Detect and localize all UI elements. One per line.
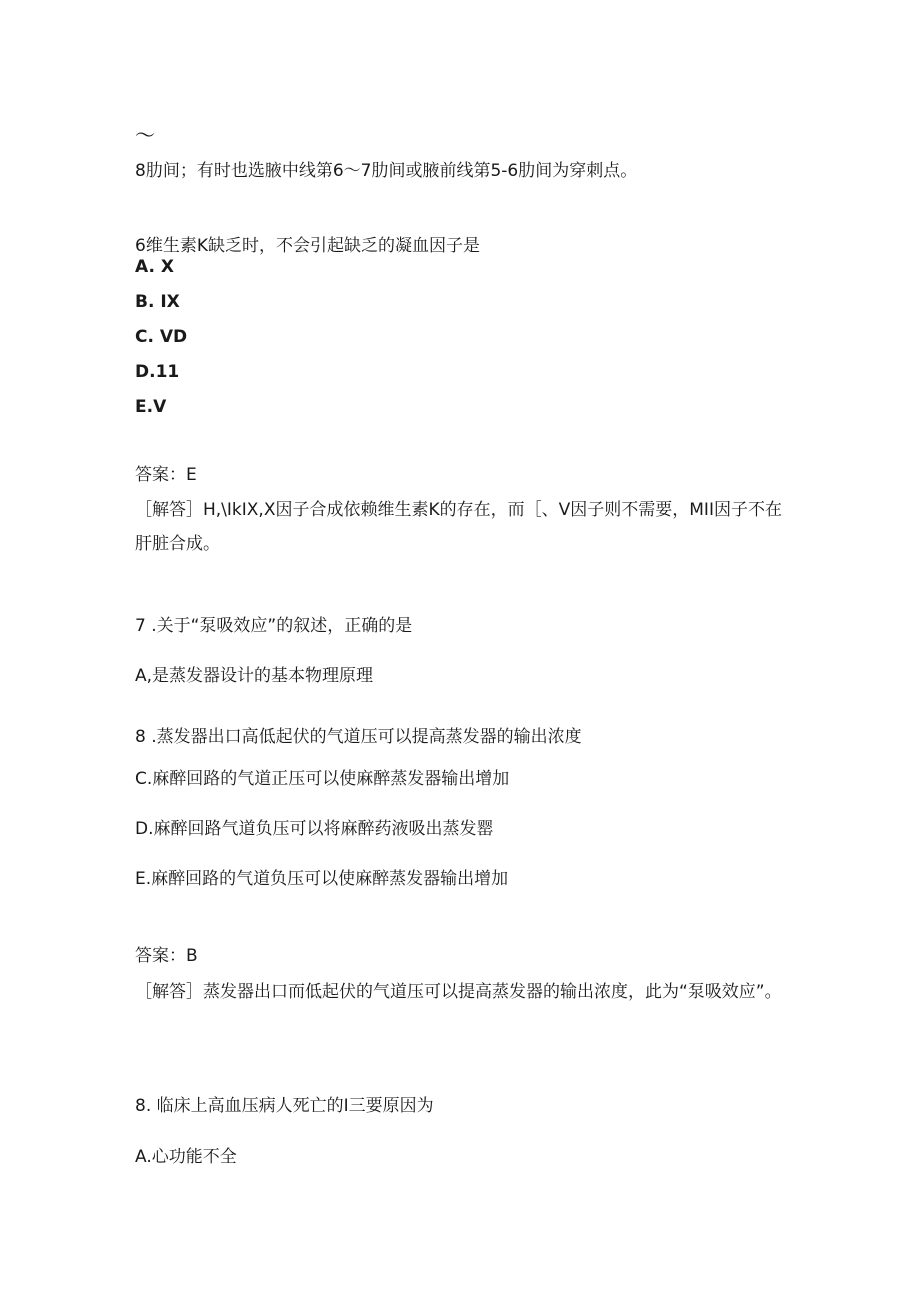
continuation-text: 8肋间；有时也选腋中线第6～7肋间或腋前线第5-6肋间为穿刺点。 <box>135 161 638 181</box>
question-6-option-d: D.11 <box>135 362 180 382</box>
question-6-stem: 6维生素K缺乏时，不会引起缺乏的凝血因子是 <box>135 236 480 256</box>
question-6-option-b: B. IX <box>135 292 180 312</box>
question-7-option-e: E.麻醉回路的气道负压可以使麻醉蒸发器输出增加 <box>135 869 509 889</box>
question-7-option-a: A,是蒸发器设计的基本物理原理 <box>135 666 374 686</box>
question-6-option-c: C. VD <box>135 327 188 347</box>
question-7-option-d: D.麻醉回路气道负压可以将麻醉药液吸出蒸发罂 <box>135 819 494 839</box>
question-6-option-e: E.V <box>135 397 167 417</box>
question-7-option-b: 8 .蒸发器出口高低起伏的气道压可以提高蒸发器的输出浓度 <box>135 727 582 747</box>
question-7-option-c: C.麻醉回路的气道正压可以使麻醉蒸发器输出增加 <box>135 769 510 789</box>
question-6-answer: 答案：E <box>135 465 197 485</box>
question-6-explanation: ［解答］H,\IkIX,X因子合成依赖维生素K的存在，而［、V因子则不需要，MII因子不在肝脏合成。 <box>135 500 782 554</box>
question-7-answer: 答案：B <box>135 946 198 966</box>
tilde-fragment: ～ <box>135 123 155 147</box>
question-7-explanation: ［解答］蒸发器出口而低起伏的气道压可以提高蒸发器的输出浓度，此为“泵吸效应”。 <box>135 982 782 1002</box>
question-6-option-a: A. X <box>135 257 174 277</box>
question-7-stem: 7 .关于“泵吸效应”的叙述，正确的是 <box>135 616 413 636</box>
question-8-stem: 8. 临床上高血压病人死亡的I三要原因为 <box>135 1096 434 1116</box>
question-8-option-a: A.心功能不全 <box>135 1147 237 1167</box>
